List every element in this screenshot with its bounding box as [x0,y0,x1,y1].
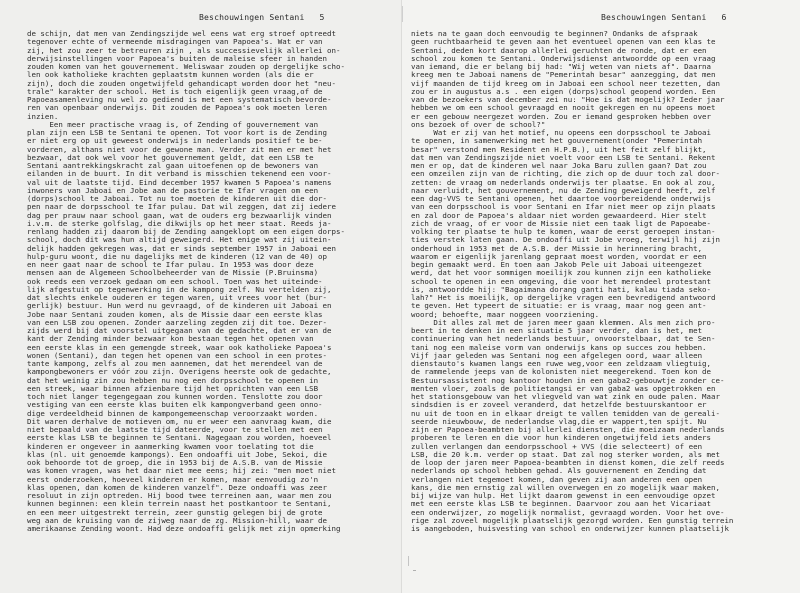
text-line: eerste klas LSB te beginnen te Sentani. Nagegaan zou worden, hoeveel [27,433,332,443]
text-line: zijn), doch die zouden ongetwijfeld gehandicapt worden door het "neu- [27,78,336,88]
text-line: onderhoud in 1953 met de A.S.B. der Missie in herinnering bracht, [411,243,703,253]
text-line: klas (nl. uit genoemde kampongs). Een ondoaffi uit Jobe, Sekoi, die [27,449,328,459]
text-line: van een dorpsschool is voor Sentani en Ifar niet meer op zijn plaats [411,202,716,212]
text-line: ties verstek laten gaan. De ondoaffi uit Jobe vroeg, terwijl hij zijn [411,235,720,245]
text-line: bij wijze van hulp. Het lijkt daarom gewenst in een eenvoudige opzet [411,491,716,500]
text-line: Papoeasamenleving nu wel zo gediend is met een systematisch bevorde- [27,95,332,104]
text-line: resoluut in zijn optreden. Hij bood twee terreinen aan, waar men zou [27,491,332,500]
text-line: Een meer practische vraag is, of Zending of gouvernement van [27,119,319,129]
text-line: zijn er Papoea-beambten bij allerlei diensten, die moeizaam nederlands [411,425,725,434]
page-6 [402,0,800,593]
text-line: klas openen, dan komen de kinderen vanzelf". Deze ondoaffi was zeer [27,482,328,492]
text-line: len ook katholieke krachten geplaatstm kunnen worden (als die er [27,70,314,80]
text-line: school zou komen te Sentani. Onderwijsdienst antwoordde op een vraag [411,53,716,63]
page-fold-mark [402,6,403,22]
text-line: van iemand, die er belang bij had: "Wij weten van niets af". Daarna [411,62,712,71]
text-line: eilanden in de buurt. In dit verband is misschien tekenend een voor- [27,169,332,179]
text-line: zich de vraag, of er voor de Missie niet een taak ligt de Papoeabe- [411,218,712,228]
text-line: dat slechts enkele ouderen er tegen waren, uit vrees voor het (bur- [27,293,328,302]
text-line: geen ruchtbaarheid te geven aan het eventueel openen van een klas te [411,37,716,47]
text-line: met een eerste klas LSB te beginnen. Daarvoor zou aan het Vicariaat [411,499,712,509]
text-line: beert in te denken in een situatie 5 jaar verder, dan is het, met [411,326,703,335]
text-line: een dag-VVS te Sentani openen, het daartoe voorbereidende onderwijs [411,194,712,203]
text-line: menten vloer, zoals de politietangsi er van gaba2 was opgetrokken en [411,383,716,393]
text-line: de rammelende jeeps van de kolonisten niet meegerekend. Toen kon de [411,367,712,377]
text-line: een eerste klas in een gemengde streek, waar ook katholieke Papoea's [27,342,332,352]
text-line: verlangen niet tegemoet komen, dan geven zij aan anderen een open [411,474,703,484]
text-line: ons bezoek of over de school?" [411,119,546,129]
text-line: tani nog een maleise vorm van onderwijs kans op succes zou hebben. [411,342,707,352]
text-line: begin gemaakt werd. En toen aan Jakob Pele uit Jaboai uiteengezet [411,260,703,269]
text-line: van de bezoekers van december zei nu: "Hoe is dat mogelijk? Ieder jaar [411,95,725,104]
text-line: sindsdien is er zoveel veranderd, dat hetzelfde bestuurskantoor er [411,400,707,410]
text-line: is aangeboden, huisvesting van school en onderwijzer kunnen plaatselijk [411,524,729,533]
text-line: ook behoorde tot de groep, die in 1953 bij de A.S.B. van de Missie [27,458,323,467]
text-line: ook reeds een verzoek gedaan om een school. Toen was het uiteinde- [27,276,323,286]
text-line: Sentani, deden kort daarop allerlei geruchten de ronde, dat er een [411,45,707,55]
text-line: is, antwoordde hij: "Bagaimana dorang ganti hati, kalau tiada seko- [411,284,712,294]
text-line: zouden komen van het gouvernement. Weliswaar zouden op dergelijke scho- [27,62,345,71]
text-line: te geven. Het typeert de situatie: er is vraag, maar nog geen ant- [411,301,707,311]
text-line: werd, dat het voor sommigen moeilijk zou kunnen zijn een katholieke [411,268,712,278]
text-line: Bestuursassistent nog kantoor houden in een gaba2-gebouwtje zonder ce- [411,375,725,385]
text-line: inzien. [27,111,59,121]
page-header [601,12,727,22]
text-line: volking ter plaatse te hulp te komen, waar de eerst geroepen instan- [411,227,716,236]
text-line: nu uit de toon en in elkaar dreigt te vallen temidden van de gereali- [411,408,720,418]
text-line: bezwaar, dat ook wel voor het gouvernement geldt, dat een LSB te [27,152,314,162]
text-line: seerde nieuwbouw, de nederlandse vlag,die er wappert,ten spijt. Nu [411,416,707,426]
text-line: kant der Zending minder bezwaar kon bestaan tegen het openen van [27,334,314,344]
text-line: een omzeilen zijn van de richting, die zich op de duur toch zal door- [411,169,720,179]
text-line: Dit alles zal met de jaren meer gaan klemmen. Als men zich pro- [411,317,716,327]
text-line: de schijn, dat men van Zendingszijde wel eens wat erg stroef optreedt [27,29,336,38]
text-line: zijds werd bij dat voorstel uitgegaan van de gedachte, dat er van de [27,326,332,335]
text-line: (dorps)school te Jaboai. Tot nu toe moeten de kinderen uit die dor- [27,194,328,203]
text-line: plan zijn een LSB te Sentani te openen. Tot voor kort is de Zending [27,128,328,137]
text-line: een streek, waar binnen afzienbare tijd het oprichten van een LSB [27,383,319,393]
text-line: dienstauto's kwamen langs een ruwe weg,voor een zeldzaam vliegtuig, [411,359,712,368]
text-line: Dit waren derhalve de motieven om, nu er weer een aanvraag kwam, die [27,416,332,426]
text-line: de loop der jaren meer Papoea-beambten in dienst komen, die zelf reeds [411,458,725,467]
text-line: woord; behoefte, maar noggeen voorziening. [411,309,600,319]
text-line: zij, het zou zeer te betreuren zijn , als successievelijk allerlei on- [27,45,341,55]
page-number: 6 [721,12,727,22]
text-line: en zal door de Papoea's aldaar niet worden gewaardeerd. Hier stelt [411,210,707,220]
text-line: inwoners van Jaboai en Jobe aan de pastorie te Ifar vragen om een [27,185,319,195]
text-line: zullen verlangen dan eendorpsschool + VVS (die selecteert) of een [411,441,703,451]
text-line: zou er in augustus a.s . een eigen (dorps)school geopend worden. Een [411,86,716,96]
text-line: dige verdeeldheid binnen de kampongemeenschap veroorzaakt worden. [27,408,319,418]
text-line: vorderen, althans niet voor de gewone man. Verder zit men er met het [27,144,332,154]
text-line: continuering van het nederlands bestuur, onvoorstelbaar, dat te Sen- [411,334,716,344]
text-line: nederlands op school hebben gehad. Als gouvernement en Zending dat [411,466,707,476]
page-header [199,12,325,22]
text-line: zetten: de vraag om nederlands onderwijs ter plaatse. En ook al zou, [411,177,716,187]
text-line: kampongbewoners er vóór zou zijn. Overigens heerste ook de gedachte, [27,367,332,377]
text-line: mensen aan de Algemeen Schoolbeheerder van de Missie (P.Bruinsma) [27,268,319,278]
text-line: dat men van Zendingszijde niet voelt voor een LSB te Sentani. Rekent [411,152,716,162]
text-line: kunnen beginnen: een klein terrein naast het postkantoor te Sentani, [27,499,332,509]
text-line: school te openen in een omgeving, die voor het merendeel protestant [411,276,712,286]
text-line: lah?" Het is moeilijk, op dergelijke vragen een bevredigend antwoord [411,293,716,302]
text-line: kans, die men ernstig zal willen overwegen en zo mogelijk waar maken, [411,482,720,492]
text-line: kinderen er ongeveer in aanmerking kwamen voor toelating tot die [27,441,314,451]
text-line: gerlijk) bestuur. Hun werd nu gevraagd, of de kinderen uit Jaboai en [27,301,332,311]
text-line: proberen te leren en die voor hun kinderen ongetwijfeld iets anders [411,433,712,443]
text-line: LSB, die 20 k.m. verder op staat. Dat zal nog sterker worden, als met [411,449,720,459]
text-line: pen naar de dorpsschool te Ifar pulau. Dat wil zeggen, dat zij iedere [27,202,336,212]
text-line: kreeg men te Jaboai namens de "Pemerintah besar" aanzegging, dat men [411,70,716,80]
text-line: van een LSB zou openen. Zonder aarzeling zegden zij dit toe. Dezer- [27,317,328,327]
text-line: renlang hadden zij daarom bij de Zending aangeklopt om een eigen dorps- [27,227,345,236]
text-line: amerikaanse Zending woont. Had deze ondoaffi gelijk met zijn opmerking [27,524,341,533]
text-line: ren van openbaar onderwijs. Dit zouden de Papoea's ook moeten leren [27,103,328,113]
text-line: te openen, in samenwerking met het gouvernement(onder "Pemerintah [411,136,703,146]
text-line: val uit de laatste tijd. Eind december 1957 kwamen 5 Papoea's namens [27,177,332,187]
header-title: Beschouwingen Sentani [601,12,707,22]
text-line: rige zal zoveel mogelijk plaatselijk gezorgd worden. Een gunstig terrein [411,515,734,525]
text-line: een onderwijzer, zo mogelijk normalist, gevraagd worden. Voor het ove- [411,507,725,517]
text-line: niet bepaald van de laatste tijd dateerde, voor te stellen met een [27,425,323,434]
text-line: niets na te gaan doch eenvoudig te beginnen? Ondanks de afspraak [411,29,698,38]
text-line: trale" karakter der school. Het is toch eigenlijk geen vraag,of de [27,86,323,96]
text-line: was komen vragen, was het daar niet mee eens; hij zei: "men moet niet [27,466,336,476]
text-line: tegenover echte of vermeende misdragingen van Papoea's. Wat er van [27,37,323,47]
margin-mark [408,556,409,566]
text-line: wonen (Sentani), dan tegen het openen van een school in een protes- [27,350,328,360]
text-line: het stationsgebouw van het vliegveld van wat zink en oude palen. Maar [411,392,720,401]
text-line: en neer gaat naar de school te Ifar pulau. In 1953 was door deze [27,260,314,269]
text-line: eerst onderzoeken, hoeveel kinderen er komen, maar eenvoudig zo'n [27,474,319,484]
text-line: dat het weinig zin zou hebben nu nog een dorpsschool te openen in [27,375,319,385]
text-line: men er op, dat de kinderen wel naar Joka Baru zullen gaan? Dat zou [411,161,707,170]
text-line: derwijsinstellingen voor Papoea's buiten de maleise sfeer in handen [27,53,328,63]
text-line: i.v.m. de sterke golfslag, die dikwijls op het meer staat. Reeds ja- [27,218,332,228]
text-line: hebben we om een school gevraagd en nooit gekregen en nu opeens moet [411,103,716,113]
text-line: Vijf jaar geleden was Sentani nog een afgelegen oord, waar alleen [411,350,703,360]
text-line: er niet erg op uit geweest onderwijs in nederlands positief te be- [27,136,323,146]
text-line: lijk afgestuit op tegenwerking in de kampong zelf. Nu vertelden zij, [27,284,332,294]
text-line: vestiging van een eerste klas buiten elk kampongverband geen onno- [27,400,323,410]
text-line: en een meer uitgestrekt terrein, zeer gunstig gelegen bij de grote [27,507,323,517]
text-line: toch niet langer tegengegaan zou kunnen worden. Tenslotte zou door [27,392,323,401]
text-line: hulp-guru woont, die nu dagelijks met de kinderen (12 van de 40) op [27,251,328,261]
text-line: dag per prauw naar school gaan, wat de ouders erg bezwaarlijk vinden [27,210,332,220]
page-number: 5 [319,12,325,22]
margin-dash [413,570,416,571]
page-body-text [411,30,733,533]
text-line: naar verluidt, het gouvernement, nu de Zending geweigerd heeft, zelf [411,185,716,195]
header-title: Beschouwingen Sentani [199,12,305,22]
text-line: Wat er zij van het motief, nu opeens een dorpsschool te Jaboai [411,128,712,137]
page-body-text [27,30,345,533]
text-line: tante kampong, zelfs al zou men aannemen, dat het merendeel van de [27,359,323,368]
text-line: weg aan de kruising van de zijweg naar de zg. Mission-hill, waar de [27,515,328,525]
text-line: delijk hadden gekregen was, dat er sinds september 1957 in Jaboai een [27,243,336,253]
text-line: waarom er eigenlijk jarenlang gepraat moest worden, voordat er een [411,251,707,261]
text-line: Sentani aantrekkingskracht zal gaan uitoefenen op de bewoners van [27,161,319,170]
text-line: besar" verstond men Resident en H.P.B.), uit het feit zelf blijkt, [411,144,707,154]
text-line: Jobe naar Sentani zouden komen, als de Missie daar een eerste klas [27,309,323,319]
text-line: er een gebouw neergezet worden. Zou er iemand gesproken hebben over [411,111,712,121]
text-line: vijf maanden de tijd kreeg om in Jaboai een school neer tezetten, dan [411,78,720,88]
text-line: school, doch dit was hun altijd geweigerd. Het enige wat zij uitein- [27,235,332,245]
